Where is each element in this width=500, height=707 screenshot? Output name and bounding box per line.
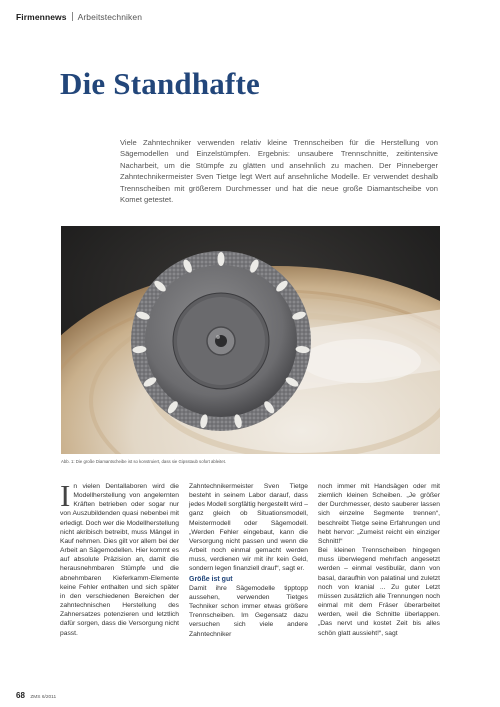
section-name: Firmennews bbox=[16, 12, 67, 22]
page-number: 68 bbox=[16, 691, 25, 700]
subsection-name: Arbeitstechniken bbox=[77, 12, 143, 22]
column-1-text: n vielen Dentallaboren wird die Modellherstellung von angelernten Kräften betrieben oder sogar nur von Auszubildenden quasi nebenbei mit erledigt. Doch wer die Modellherstellung nicht akribisch betreibt, muss Mängel in Kauf nehmen. Dies gilt vor allem bei der Arbeit an Sägemodellen. Hier kommt es auf absolute Präzision an, damit die herausnehmbaren Stümpfe und die abnehmbaren Kieferkamm-Elemente keine Fehler enthalten und sich später in den verschiedenen Bereichen der zahntechnischen Herstellung des Zahnersatzes potenzieren und letztlich dafür sorgen, dass die Versorgung nicht passt. bbox=[60, 483, 179, 637]
column-3-text-continued: Bei kleinen Trennscheiben hingegen muss überwiegend mehrfach angesetzt werden – einmal vestibulär, dann von basal, daraufhin von palatinal und zuletzt noch von kranial ... Zu guter Letzt müssen zusätzlich alle Trennungen noch einmal mit dem Fräser überarbeitet werden, weil die Schnitte überlappen. „Das nervt und kostet Zeit bis alles schön glatt aussieht!“, sagt bbox=[318, 547, 440, 637]
diamond-disc-illustration bbox=[61, 226, 440, 454]
issue-label: ZMS 6/2011 bbox=[30, 695, 57, 700]
article-photo bbox=[61, 226, 440, 454]
article-lead: Viele Zahntechniker verwenden relativ kleine Trennscheiben für die Herstellung von Sägemodellen und Einzelstümpfen. Ergebnis: unsaubere Trennschnitte, zeitintensive Nacharbeit, um die Stümpfe zu glätten und ansehnlich zu machen. Der Pinneberger Zahntechnikermeister Sven Tietge legt Wert auf ansehnliche Modelle. Er verwendet deshalb Trennscheiben mit größerem Durchmesser und hat die neue große Diamantscheibe von Komet getestet. bbox=[120, 138, 438, 205]
body-column-3 bbox=[318, 482, 440, 638]
image-caption: Abb. 1: Die große Diamantscheibe ist so konstruiert, dass sie Gipsstaub sofort ableitet. bbox=[61, 459, 227, 464]
drop-cap: I bbox=[60, 478, 71, 513]
page-header bbox=[16, 12, 142, 22]
page-footer bbox=[16, 685, 56, 703]
subheading: Größe ist gut bbox=[189, 575, 233, 583]
article-title: Die Standhafte bbox=[60, 66, 261, 101]
column-3-text: noch immer mit Handsägen oder mit ziemlich kleinen Scheiben. „Je größer der Durchmesser, desto sauberer lassen sich einzelne Segmente trennen“, beschreibt Tietge seine Erfahrungen und hebt hervor: „Zumeist reicht ein einziger Schnitt!“ bbox=[318, 483, 440, 545]
column-2-text-continued: Damit ihre Sägemodelle tipptopp aussehen, verwenden Tietges Techniker schon immer etwas größere Trennscheiben. Im Gegensatz dazu versuchen sich viele andere Zahntechniker bbox=[189, 584, 308, 638]
header-separator bbox=[72, 12, 73, 21]
body-column-2 bbox=[189, 482, 308, 639]
body-column-1 bbox=[60, 478, 179, 638]
column-2-text: Zahntechnikermeister Sven Tietge besteht in seinem Labor darauf, dass jedes Modell sorgfältig hergestellt wird – ganz gleich ob Situationsmodell, Meistermodell oder Sägemodell. „Werden Fehler eingebaut, kann die Versorgung nicht passen und wenn die Arbeit noch einmal gemacht werden muss, verdienen wir mit ihr kein Geld, sondern legen finanziell drauf“, sagt er. bbox=[189, 483, 308, 573]
